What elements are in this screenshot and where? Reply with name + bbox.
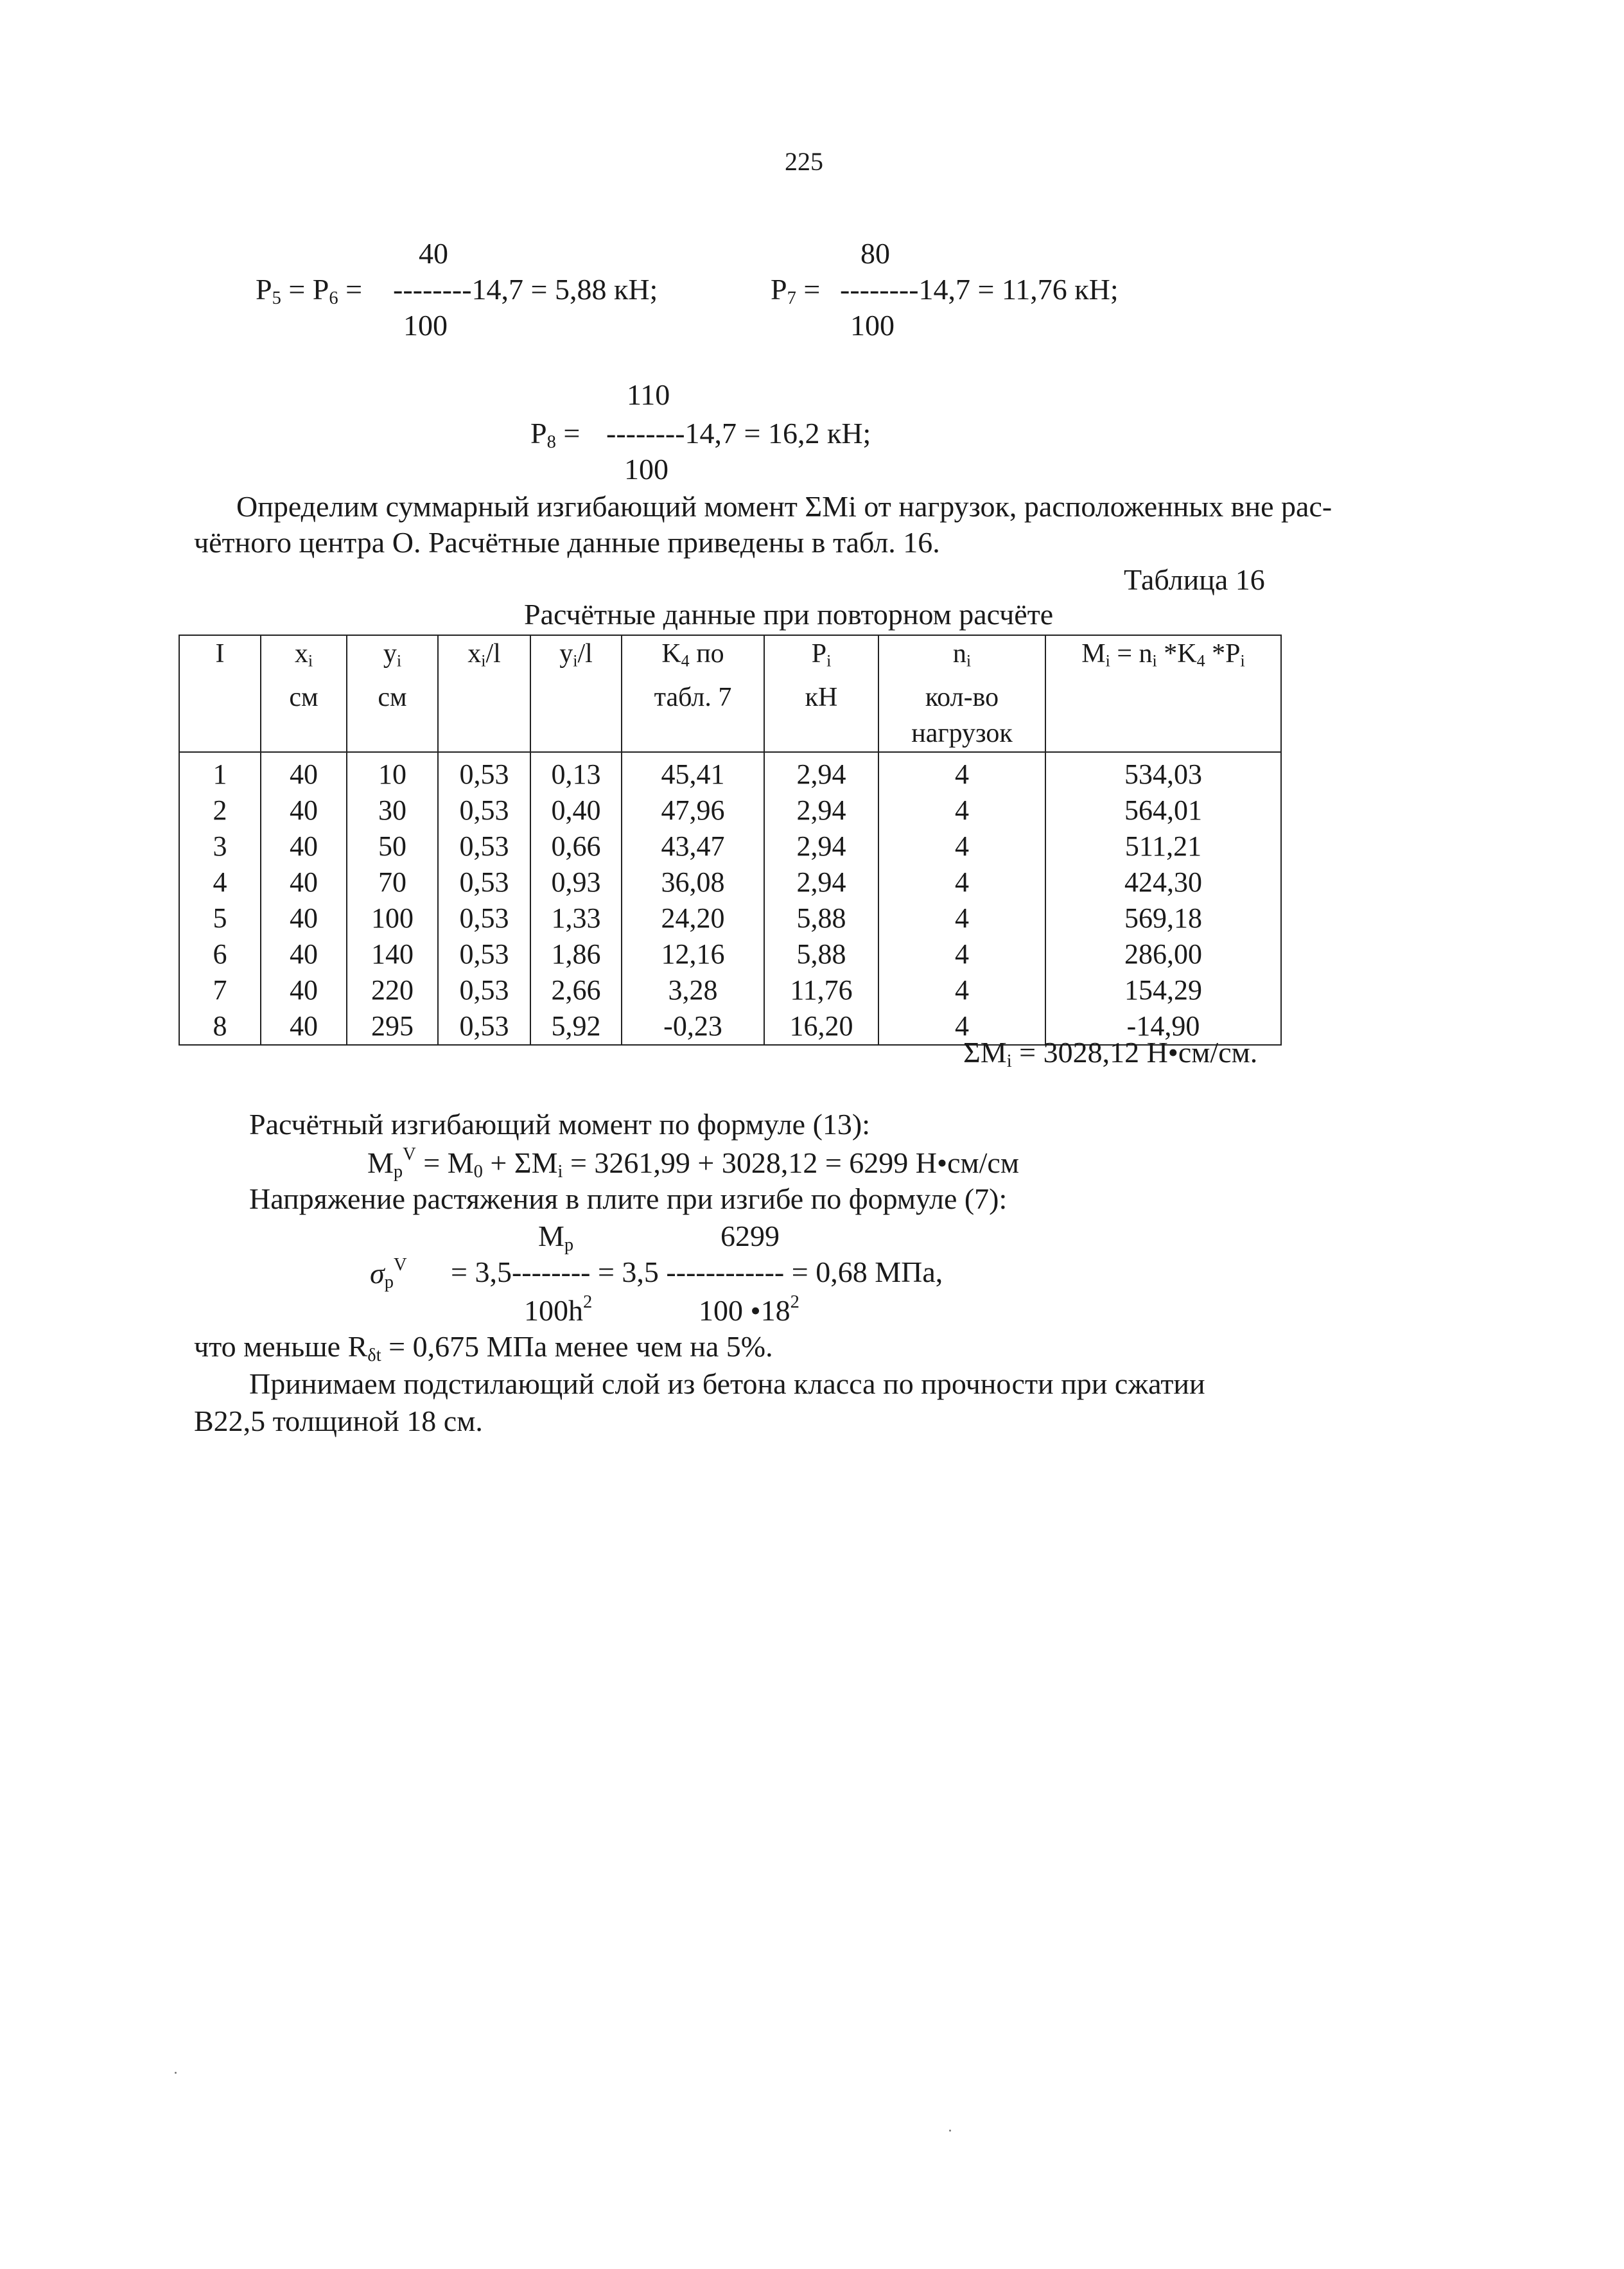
page-number: 225	[785, 147, 823, 176]
formula-7-body: = 3,5-------- = 3,5 ------------ = 0,68 МПа,	[451, 1256, 943, 1288]
cell-yi: 295	[347, 1008, 438, 1045]
cell-xi-l: 0,53	[438, 864, 530, 900]
cell-yi-l: 0,13	[530, 752, 622, 793]
cell-yi: 140	[347, 936, 438, 972]
formula-13: $M_p^V = M_0 + \Sigma M_i = 3261,99 + 3028,12 = 6299$ Н•см/см	[367, 1144, 1019, 1182]
formula-denominator: 100	[403, 309, 448, 342]
formula-denominator: 100	[850, 309, 895, 342]
formula-7-numerator-2: 6299	[720, 1220, 780, 1252]
formula-numerator: 40	[419, 237, 448, 270]
conclusion-line: что меньше $R_{\delta t} = 0,675$ МПа менее чем на 5%.	[194, 1330, 773, 1366]
cell-xi-l: 0,53	[438, 936, 530, 972]
cell-ni: 4	[878, 752, 1045, 793]
cell-yi-l: 2,66	[530, 972, 622, 1008]
header-xi: $x_i$ см	[261, 635, 347, 752]
cell-mi: 569,18	[1045, 900, 1281, 936]
cell-mi: 511,21	[1045, 828, 1281, 864]
formula-lhs: $P_8$ =	[530, 417, 581, 453]
formula-7-denominator-1: $100h^2$	[524, 1292, 593, 1327]
cell-yi-l: 1,86	[530, 936, 622, 972]
cell-mi: 534,03	[1045, 752, 1281, 793]
cell-k4: 12,16	[622, 936, 764, 972]
formula-7-intro: Напряжение растяжения в плите при изгибе по формуле (7):	[249, 1182, 1008, 1215]
sum-line: $\Sigma M_i = 3028,12$ Н•см/см.	[963, 1036, 1258, 1072]
formula-lhs: $P_7$ =	[771, 273, 821, 309]
cell-k4: 43,47	[622, 828, 764, 864]
cell-ni: 4	[878, 900, 1045, 936]
cell-index: 8	[179, 1008, 261, 1045]
cell-pi: 5,88	[764, 900, 878, 936]
cell-yi: 50	[347, 828, 438, 864]
cell-xi: 40	[261, 936, 347, 972]
header-ni: $n_i$ кол-во нагрузок	[878, 635, 1045, 752]
table-title: Расчётные данные при повторном расчёте	[524, 598, 1054, 631]
header-mi: $M_i = n_i$ $*K_4$ $*P_i$	[1045, 635, 1281, 752]
table-row	[179, 864, 1281, 900]
header-pi: $P_i$ кН	[764, 635, 878, 752]
cell-index: 4	[179, 864, 261, 900]
paragraph-line-2: чётного центра О. Расчётные данные приведены в табл. 16.	[194, 526, 940, 559]
paragraph-line-1: Определим суммарный изгибающий момент ΣMi от нагрузок, расположенных вне рас-	[236, 490, 1332, 523]
cell-index: 3	[179, 828, 261, 864]
cell-index: 7	[179, 972, 261, 1008]
cell-k4: 45,41	[622, 752, 764, 793]
cell-xi: 40	[261, 864, 347, 900]
cell-yi: 30	[347, 793, 438, 828]
data-table	[179, 635, 1282, 1046]
cell-xi-l: 0,53	[438, 972, 530, 1008]
cell-mi: -14,90	[1045, 1008, 1281, 1045]
header-yi-l: $y_i/l$	[530, 635, 622, 752]
table-row	[179, 752, 1281, 793]
cell-yi: 10	[347, 752, 438, 793]
table-row	[179, 900, 1281, 936]
cell-pi: 11,76	[764, 972, 878, 1008]
table-row	[179, 972, 1281, 1008]
table-row	[179, 828, 1281, 864]
header-k4: $K_4$ по табл. 7	[622, 635, 764, 752]
cell-yi-l: 0,93	[530, 864, 622, 900]
cell-ni: 4	[878, 864, 1045, 900]
formula-lhs: $P_5 = P_6$ =	[256, 273, 363, 309]
cell-ni: 4	[878, 828, 1045, 864]
cell-k4: 36,08	[622, 864, 764, 900]
cell-xi-l: 0,53	[438, 828, 530, 864]
cell-yi-l: 0,40	[530, 793, 622, 828]
formula-body: --------14,7 = 5,88 кН;	[393, 273, 658, 306]
cell-xi-l: 0,53	[438, 900, 530, 936]
formula-7-numerator-1: $M_p$	[538, 1220, 574, 1256]
cell-index: 6	[179, 936, 261, 972]
cell-yi-l: 5,92	[530, 1008, 622, 1045]
cell-ni: 4	[878, 936, 1045, 972]
cell-xi-l: 0,53	[438, 752, 530, 793]
scan-speck	[175, 2072, 177, 2074]
table-label: Таблица 16	[1124, 563, 1265, 596]
cell-index: 2	[179, 793, 261, 828]
header-index: I	[179, 635, 261, 752]
formula-7-denominator-2: 100 $•18^2$	[699, 1292, 799, 1327]
cell-pi: 2,94	[764, 752, 878, 793]
formula-13-intro: Расчётный изгибающий момент по формуле (13):	[249, 1108, 870, 1141]
scan-speck	[949, 2130, 951, 2132]
cell-pi: 2,94	[764, 864, 878, 900]
cell-xi: 40	[261, 752, 347, 793]
cell-pi: 2,94	[764, 793, 878, 828]
cell-mi: 424,30	[1045, 864, 1281, 900]
cell-xi: 40	[261, 1008, 347, 1045]
cell-ni: 4	[878, 972, 1045, 1008]
cell-index: 1	[179, 752, 261, 793]
cell-xi-l: 0,53	[438, 1008, 530, 1045]
cell-k4: 47,96	[622, 793, 764, 828]
cell-pi: 2,94	[764, 828, 878, 864]
formula-7-lhs: $\sigma_p^V$	[370, 1255, 407, 1293]
formula-numerator: 110	[627, 378, 670, 411]
table-row	[179, 793, 1281, 828]
cell-yi-l: 1,33	[530, 900, 622, 936]
cell-xi: 40	[261, 793, 347, 828]
table-row	[179, 936, 1281, 972]
formula-numerator: 80	[860, 237, 890, 270]
cell-xi: 40	[261, 972, 347, 1008]
cell-yi-l: 0,66	[530, 828, 622, 864]
cell-pi: 5,88	[764, 936, 878, 972]
cell-mi: 154,29	[1045, 972, 1281, 1008]
cell-ni: 4	[878, 1008, 1045, 1045]
final-line-2: В22,5 толщиной 18 см.	[194, 1405, 483, 1437]
cell-mi: 286,00	[1045, 936, 1281, 972]
formula-body: --------14,7 = 11,76 кН;	[840, 273, 1119, 306]
cell-index: 5	[179, 900, 261, 936]
cell-yi: 70	[347, 864, 438, 900]
cell-mi: 564,01	[1045, 793, 1281, 828]
cell-pi: 16,20	[764, 1008, 878, 1045]
header-xi-l: $x_i/l$	[438, 635, 530, 752]
formula-denominator: 100	[624, 453, 668, 486]
cell-xi-l: 0,53	[438, 793, 530, 828]
table-header-row	[179, 635, 1281, 752]
cell-ni: 4	[878, 793, 1045, 828]
final-line-1: Принимаем подстилающий слой из бетона класса по прочности при сжатии	[249, 1367, 1205, 1400]
cell-k4: 24,20	[622, 900, 764, 936]
header-yi: $y_i$ см	[347, 635, 438, 752]
cell-yi: 100	[347, 900, 438, 936]
cell-yi: 220	[347, 972, 438, 1008]
cell-k4: 3,28	[622, 972, 764, 1008]
cell-xi: 40	[261, 900, 347, 936]
cell-xi: 40	[261, 828, 347, 864]
formula-body: --------14,7 = 16,2 кН;	[606, 417, 871, 450]
cell-k4: -0,23	[622, 1008, 764, 1045]
